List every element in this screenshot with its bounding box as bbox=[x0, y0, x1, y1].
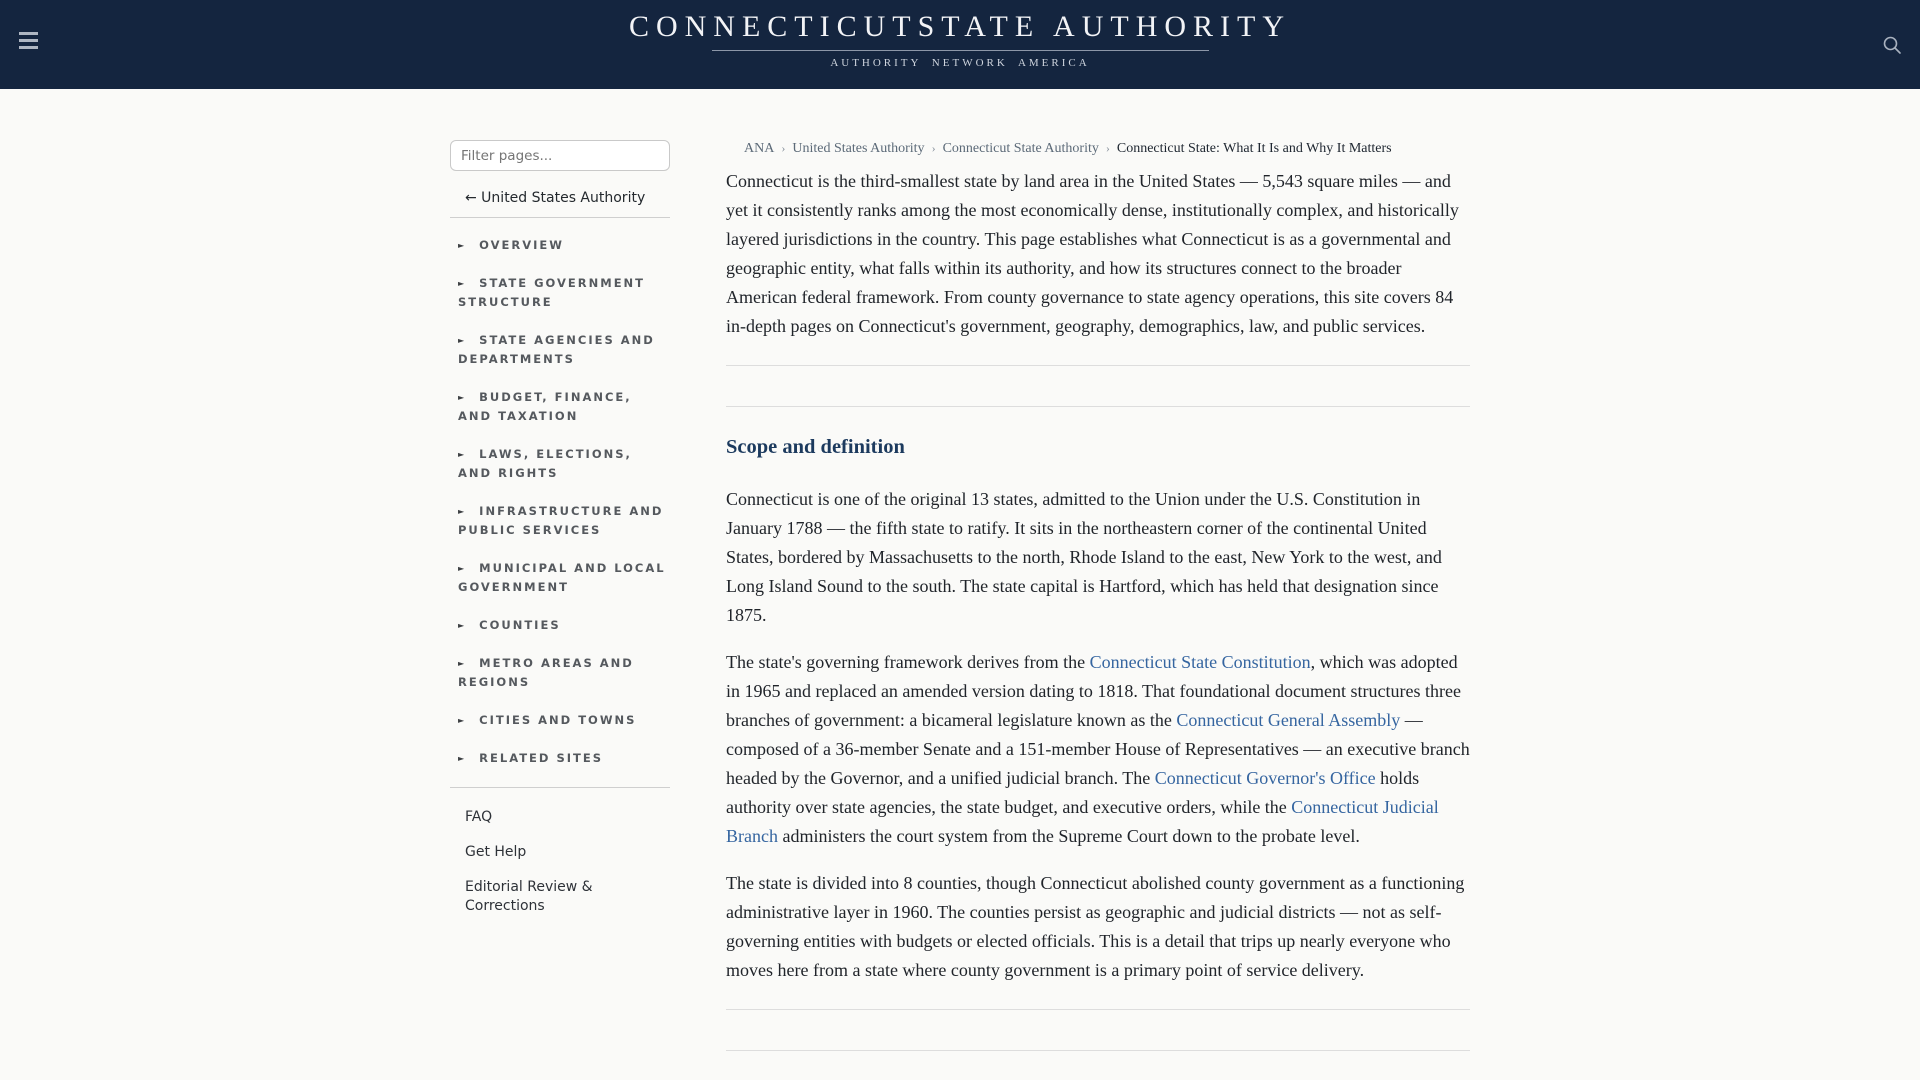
sidebar-item-state-agencies-and-departments[interactable] bbox=[458, 331, 670, 369]
intro-paragraph: Connecticut is the third-smallest state by land area in the United States — 5,543 square miles — and yet it consistently ranks among the most economically dense, institutionally complex, and historically layered jurisdictions in the country. This page establishes what Connecticut is as a governmental and geographic entity, what falls within its authority, and how its structures connect to the broader American federal framework. From county governance to state agency operations, this site covers 84 in-depth pages on Connecticut's government, geography, demographics, law, and public services. bbox=[726, 171, 1459, 336]
sidebar-item-cities-and-towns[interactable] bbox=[458, 711, 670, 730]
sidebar-item-label: CITIES AND TOWNS bbox=[473, 713, 637, 727]
sidebar-item-label: MUNICIPAL AND LOCAL GOVERNMENT bbox=[458, 561, 666, 594]
triangle-collapsed-icon: ► bbox=[458, 279, 467, 288]
inline-link-connecticut-governor-s-office[interactable]: Connecticut Governor's Office bbox=[1154, 768, 1376, 788]
article bbox=[726, 167, 1470, 1051]
inline-link-connecticut-general-assembly[interactable]: Connecticut General Assembly bbox=[1176, 710, 1401, 730]
sidebar-item-label: OVERVIEW bbox=[473, 238, 564, 252]
filter-pages-input[interactable] bbox=[450, 140, 670, 171]
site-subtitle: AUTHORITY NETWORK AMERICA bbox=[830, 57, 1090, 69]
sidebar-item-label: COUNTIES bbox=[473, 618, 561, 632]
sidebar-link-get-help[interactable]: Get Help bbox=[465, 844, 527, 860]
inline-link-connecticut-state-constitution[interactable]: Connecticut State Constitution bbox=[1089, 652, 1311, 672]
triangle-collapsed-icon: ► bbox=[458, 716, 467, 725]
article-sections bbox=[726, 365, 1470, 1051]
hamburger-icon bbox=[19, 46, 38, 49]
section-divider bbox=[726, 1009, 1470, 1010]
triangle-collapsed-icon: ► bbox=[458, 450, 467, 459]
sidebar-item-municipal-and-local-government[interactable] bbox=[458, 559, 670, 597]
sidebar-item-counties[interactable] bbox=[458, 616, 670, 635]
triangle-collapsed-icon: ► bbox=[458, 507, 467, 516]
triangle-collapsed-icon: ► bbox=[458, 621, 467, 630]
triangle-collapsed-icon: ► bbox=[458, 564, 467, 573]
breadcrumb-current-page: Connecticut State: What It Is and Why It Matters bbox=[1116, 141, 1392, 156]
hamburger-icon bbox=[19, 32, 38, 35]
sidebar-item-label: METRO AREAS AND REGIONS bbox=[458, 656, 634, 689]
section-divider bbox=[726, 406, 1470, 407]
triangle-collapsed-icon: ► bbox=[458, 241, 467, 250]
triangle-collapsed-icon: ► bbox=[458, 336, 467, 345]
triangle-collapsed-icon: ► bbox=[458, 754, 467, 763]
sidebar-item-related-sites[interactable] bbox=[458, 749, 670, 768]
sidebar-link-faq[interactable]: FAQ bbox=[465, 809, 493, 825]
search-button[interactable] bbox=[1880, 34, 1904, 58]
sidebar-item-budget-finance-and-taxation[interactable] bbox=[458, 388, 670, 426]
sidebar-item-label: RELATED SITES bbox=[473, 751, 603, 765]
breadcrumb-separator: › bbox=[781, 141, 786, 155]
main-content bbox=[726, 89, 1470, 1051]
hamburger-icon bbox=[19, 39, 38, 42]
sidebar-item-infrastructure-and-public-services[interactable] bbox=[458, 502, 670, 540]
masthead bbox=[0, 0, 1920, 69]
breadcrumb-link-ana[interactable]: ANA bbox=[744, 141, 775, 156]
breadcrumb-separator: › bbox=[931, 141, 936, 155]
sidebar-item-laws-elections-and-rights[interactable] bbox=[458, 445, 670, 483]
sidebar-nav bbox=[450, 218, 670, 768]
breadcrumb-separator: › bbox=[1105, 141, 1110, 155]
site-header bbox=[0, 0, 1920, 89]
body-paragraph: Connecticut is one of the original 13 states, admitted to the Union under the U.S. Constitution in January 1788 — the fifth state to ratify. It sits in the northeastern corner of the continental United States, bordered by Massachusetts to the north, Rhode Island to the east, New York to the west, and Long Island Sound to the south. The state capital is Hartford, which has held that designation since 1875. bbox=[726, 489, 1442, 625]
section-divider bbox=[726, 1050, 1470, 1051]
sidebar-footer bbox=[450, 788, 670, 916]
section-divider bbox=[726, 365, 1470, 366]
sidebar-item-label: STATE GOVERNMENT STRUCTURE bbox=[458, 276, 646, 309]
triangle-collapsed-icon: ► bbox=[458, 659, 467, 668]
title-divider bbox=[712, 50, 1209, 51]
sidebar bbox=[450, 89, 670, 932]
page-body bbox=[450, 89, 1470, 1051]
search-icon bbox=[1881, 34, 1903, 56]
hamburger-menu-button[interactable] bbox=[19, 32, 38, 49]
sidebar-item-metro-areas-and-regions[interactable] bbox=[458, 654, 670, 692]
breadcrumb-link-connecticut-state-authority[interactable]: Connecticut State Authority bbox=[942, 141, 1099, 156]
inline-link-connecticut-judicial-branch[interactable]: Connecticut Judicial Branch bbox=[726, 797, 1439, 846]
section-heading-scope-and-definition: Scope and definition bbox=[726, 436, 905, 458]
sidebar-item-label: BUDGET, FINANCE, AND TAXATION bbox=[458, 390, 632, 423]
breadcrumb-link-united-states-authority[interactable]: United States Authority bbox=[792, 141, 925, 156]
sidebar-item-label: LAWS, ELECTIONS, AND RIGHTS bbox=[458, 447, 632, 480]
sidebar-item-label: INFRASTRUCTURE AND PUBLIC SERVICES bbox=[458, 504, 664, 537]
breadcrumb bbox=[726, 141, 1470, 157]
site-title: CONNECTICUTSTATE AUTHORITY bbox=[628, 10, 1292, 43]
triangle-collapsed-icon: ► bbox=[458, 393, 467, 402]
sidebar-item-label: STATE AGENCIES AND DEPARTMENTS bbox=[458, 333, 655, 366]
body-paragraph: The state is divided into 8 counties, though Connecticut abolished county government as a functioning administrative layer in 1960. The counties persist as geographic and judicial districts — not as self-governing entities with budgets or elected officials. This is a detail that trips up nearly everyone who moves here from a state where county government is a primary point of service delivery. bbox=[726, 873, 1465, 980]
sidebar-item-overview[interactable] bbox=[458, 236, 670, 255]
sidebar-item-state-government-structure[interactable] bbox=[458, 274, 670, 312]
body-paragraph: The state's governing framework derives from the Connecticut State Constitution, which was adopted in 1965 and replaced an amended version dating to 1818. That foundational document structures three branches of government: a bicameral legislature known as the Connecticut General Assembly — composed of a 36-member Senate and a 151-member House of Representatives — an executive branch headed by the Governor, and a unified judicial branch. The Connecticut Governor's Office holds authority over state agencies, the state budget, and executive orders, while the Connecticut Judicial Branch administers the court system from the Supreme Court down to the probate level. bbox=[726, 652, 1470, 846]
back-to-parent-link[interactable]: ← United States Authority bbox=[465, 190, 646, 206]
sidebar-link-editorial-review-corrections[interactable]: Editorial Review & Corrections bbox=[465, 879, 593, 914]
